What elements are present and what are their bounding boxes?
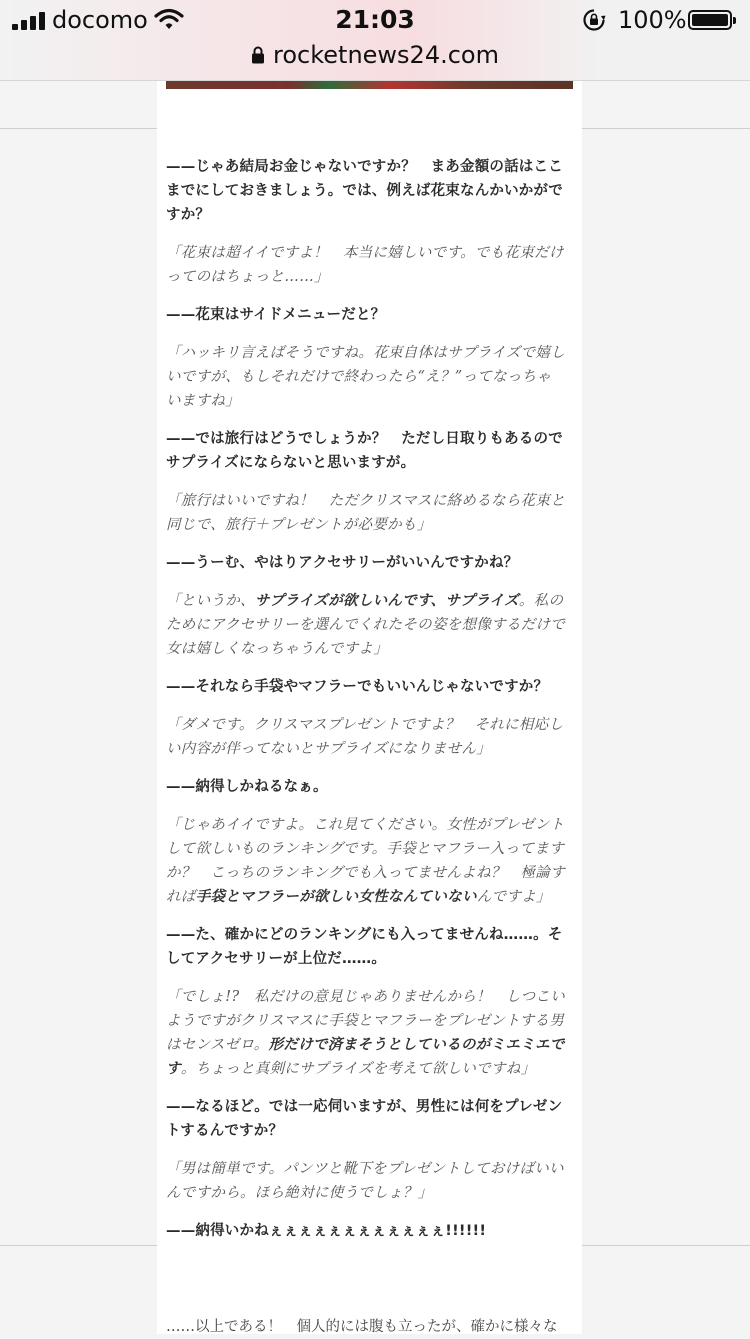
status-time: 21:03 <box>335 5 415 34</box>
article-closing-text: ……以上である！ 個人的には腹も立ったが、確かに様々な <box>166 1319 558 1335</box>
interview-answer <box>166 341 566 413</box>
interview-question: ——花束はサイドメニューだと？ <box>166 307 386 323</box>
interview-question: ——納得しかねるなぁ。 <box>166 779 328 795</box>
interview-question: ——それなら手袋やマフラーでもいいんじゃないですか？ <box>166 679 549 695</box>
interview-answer <box>166 1157 566 1205</box>
browser-top-bar <box>0 0 750 81</box>
interview-answer <box>166 589 566 661</box>
answer-text: 「旅行はいいですね！ ただクリスマスに絡めるなら花束と同じで、旅行＋プレゼントが必要かも」 <box>166 493 566 533</box>
answer-text: 「じゃあイイですよ。これ見てください。女性がプレゼントして欲しいものランキングです。手袋とマフラー入ってますか？ こっちのランキングでも入ってませんよね？ 極論すれば <box>166 817 565 905</box>
orientation-lock-icon <box>582 8 606 36</box>
status-bar <box>0 0 750 40</box>
answer-text: 「ダメです。クリスマスプレゼントですよ？ それに相応しい内容が伴ってないとサプライズになりません」 <box>166 717 564 757</box>
interview-answer <box>166 241 566 289</box>
answer-text: 「男は簡単です。パンツと靴下をプレゼントしておけばいいんですから。ほら絶対に使うでしょ？」 <box>166 1161 564 1201</box>
interview-question: ——うーむ、やはりアクセサリーがいいんですかね？ <box>166 555 519 571</box>
interview-answer <box>166 489 566 537</box>
emphasis-text: 形だけで済まそうとしているのがミエミエです <box>166 1036 565 1077</box>
emphasis-text: サプライズが欲しいんです、サプライズ <box>254 592 519 609</box>
answer-text: 「でしょ!? 私だけの意見じゃありませんから！ しつこいようですがクリスマスに手袋とマフラーをプレゼントする男はセンスゼロ。 <box>166 989 565 1053</box>
cellular-signal-icon <box>12 12 48 30</box>
emphasis-text: 手袋とマフラーが欲しい女性なんていない <box>195 888 477 905</box>
interview-question: ——なるほど。では一応伺いますが、男性には何をプレゼントするんですか？ <box>166 1099 563 1139</box>
interview-dialogue <box>166 155 566 1257</box>
answer-text: 。私のためにアクセサリーを選んでくれたその姿を想像するだけで女は嬉しくなっちゃうんですよ」 <box>166 593 566 657</box>
interview-answer <box>166 813 566 909</box>
interview-question: ——納得いかねぇぇぇぇぇぇぇぇぇぇぇぇ!!!!!! <box>166 1223 487 1239</box>
article-body <box>157 80 582 1334</box>
interview-answer <box>166 713 566 761</box>
interview-question: ——では旅行はどうでしょうか？ ただし日取りもあるのでサプライズにならないと思いますが。 <box>166 431 563 471</box>
interview-question: ——た、確かにどのランキングにも入ってませんね……。そしてアクセサリーが上位だ……。 <box>166 927 563 967</box>
interview-question: ——じゃあ結局お金じゃないですか？ まあ金額の話はここまでにしておきましょう。では、例えば花束なんかいかがですか？ <box>166 159 563 223</box>
answer-text: 「ハッキリ言えばそうですね。花束自体はサプライズで嬉しいですが、もしそれだけで終わったら“え？”ってなっちゃいますね」 <box>166 345 566 409</box>
answer-text: 「というか、 <box>166 593 255 609</box>
answer-text: 「花束は超イイですよ！ 本当に嬉しいです。でも花束だけってのはちょっと……」 <box>166 245 564 285</box>
battery-icon <box>688 10 732 30</box>
answer-text: 。ちょっと真剣にサプライズを考えて欲しいですね」 <box>180 1061 536 1077</box>
interview-answer <box>166 985 566 1081</box>
lock-icon <box>251 46 265 64</box>
battery-percent: 100% <box>618 6 687 34</box>
wifi-icon <box>154 8 184 34</box>
article-image-bottom-edge <box>166 80 573 89</box>
answer-text: んですよ」 <box>476 889 551 905</box>
carrier-name: docomo <box>52 6 148 34</box>
address-bar[interactable] <box>0 38 750 72</box>
url-text[interactable]: rocketnews24.com <box>273 41 499 69</box>
